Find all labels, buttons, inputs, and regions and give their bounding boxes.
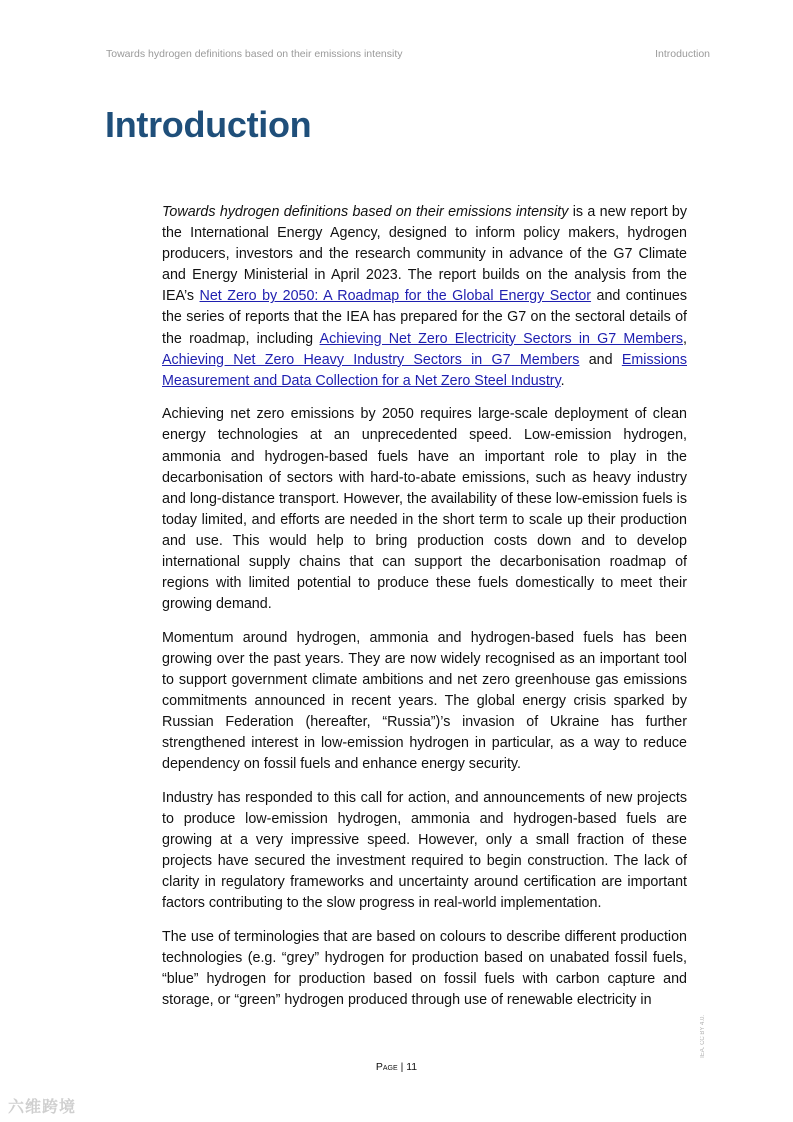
running-header-title: Towards hydrogen definitions based on their emissions intensity [106, 48, 403, 60]
link-emissions-measurement-steel[interactable]: Emissions Measurement and Data Collection for a Net Zero Steel Industry [162, 351, 687, 389]
body-text [162, 202, 687, 1024]
link-net-zero-roadmap[interactable]: Net Zero by 2050: A Roadmap for the Global Energy Sector [199, 288, 592, 305]
link-net-zero-heavy-industry[interactable]: Achieving Net Zero Heavy Industry Sectors in G7 Members [162, 351, 580, 368]
link-net-zero-electricity[interactable]: Achieving Net Zero Electricity Sectors in G7 Members [319, 330, 684, 347]
report-title-italic: Towards hydrogen definitions based on their emissions intensity [162, 204, 569, 220]
paragraph-5: The use of terminologies that are based on colours to describe different production technologies (e.g. “grey” hydrogen for production based on unabated fossil fuels, “blue” hydrogen for production based on fossil fuels with carbon capture and storage, or “green” hydrogen produced through use of renewable electricity in [162, 929, 687, 1009]
license-notice: IEA. CC BY 4.0. [700, 1015, 706, 1058]
paragraph-1-text-5: . [560, 372, 565, 389]
paragraph-1-text-3: , [683, 330, 687, 347]
page-title: Introduction [105, 104, 312, 145]
paragraph-1-text-2: and continues the series of reports that the IEA has prepared for the G7 on the sectoral details of the roadmap, including [162, 288, 688, 347]
paragraph-3: Momentum around hydrogen, ammonia and hydrogen-based fuels has been growing over the past years. They are now widely recognised as an important tool to support government climate ambitions and net zero greenhouse gas emissions commitments announced in recent years. The global energy crisis sparked by Russian Federation (hereafter, “Russia”)’s invasion of Ukraine has further strengthened interest in low-emission hydrogen in particular, as a way to reduce dependency on fossil fuels and enhance energy security. [162, 629, 687, 773]
paragraph-1-text-1: is a new report by the International Energy Agency, designed to inform policy makers, hydrogen producers, investors and the research community in advance of the G7 Climate and Energy Ministerial in April 2023. The report builds on the analysis from the IEA’s [162, 204, 687, 305]
paragraph-1-text-4: and [579, 351, 622, 368]
watermark-logo: 六维跨境 [8, 1099, 77, 1116]
running-header-section: Introduction [655, 48, 710, 60]
paragraph-2: Achieving net zero emissions by 2050 requires large-scale deployment of clean energy technologies at an unprecedented speed. Low-emission hydrogen, ammonia and hydrogen-based fuels have an important role to play in the decarbonisation of sectors with hard-to-abate emissions, such as heavy industry and long-distance transport. However, the availability of these low-emission fuels is today limited, and efforts are needed in the short term to scale up their production and use. This would help to bring production costs down and to develop international supply chains that can support the decarbonisation roadmap of regions with limited potential to produce these fuels domestically to meet their growing demand. [162, 406, 687, 613]
page-separator: | [397, 1061, 407, 1073]
page-label: Page [375, 1061, 398, 1073]
page-number: 11 [406, 1061, 418, 1073]
page-footer [0, 1061, 793, 1073]
paragraph-1 [162, 202, 687, 392]
paragraph-4: Industry has responded to this call for action, and announcements of new projects to produce low-emission hydrogen, ammonia and hydrogen-based fuels are growing at a very impressive speed. However, only a small fraction of these projects have secured the investment required to begin construction. The lack of clarity in regulatory frameworks and uncertainty around certification are important factors contributing to the slow progress in real-world implementation. [162, 789, 687, 912]
